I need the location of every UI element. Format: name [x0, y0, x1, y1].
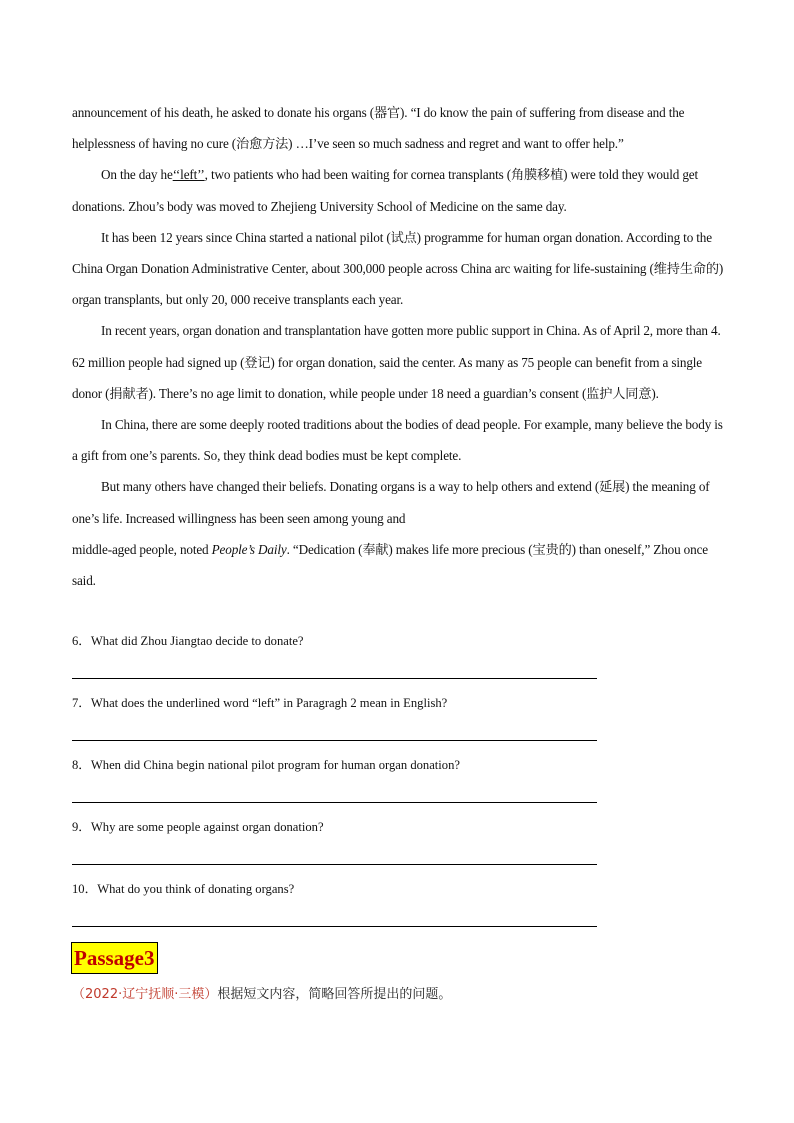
question-text [72, 875, 294, 903]
question-9 [72, 813, 632, 875]
question-8 [72, 751, 632, 813]
paragraph-1: announcement of his death, he asked to donate his organs (器官). “I do know the pain of suffering from disease and the helplessness of having no cure (治愈方法) …I’ve seen so much sadness and regret and want to offer help.” [72, 105, 685, 152]
answer-line[interactable] [72, 926, 597, 927]
question-6 [72, 627, 632, 689]
question-10 [72, 875, 632, 937]
paragraph-2-start: On the day he [101, 167, 173, 183]
question-prompt: What did Zhou Jiangtao decide to donate? [90, 634, 304, 648]
question-number: 9． [72, 820, 91, 834]
passage-body [72, 97, 724, 596]
paragraph-5: In China, there are some deeply rooted traditions about the bodies of dead people. For example, many believe the body is a gift from one’s parents. So, they think dead bodies must be kept complete. [72, 417, 723, 464]
passage-3-instruction-line [72, 983, 451, 1007]
paragraph-6-line-2 [72, 534, 724, 596]
newspaper-title: People’s Daily [211, 541, 287, 557]
exam-source: （2022·辽宁抚顺·三模） [72, 987, 218, 1002]
question-text [72, 751, 460, 779]
paragraph-3: It has been 12 years since China started a national pilot (试点) programme for human organ donation. According to the China Organ Donation Administrative Center, about 300,000 people across China arc waiting for life-sustaining (维持生命的) organ transplants, but only 20, 000 receive transplants each year. [72, 229, 724, 308]
question-text [72, 627, 304, 655]
paragraph-4: In recent years, organ donation and transplantation have gotten more public support in China. As of April 2, more than 4. 62 million people had signed up (登记) for organ donation, said the center. As many as 75 people can benefit from a single donor (捐献者). There’s no age limit to donation, while people under 18 need a guardian’s consent (监护人同意). [72, 323, 721, 401]
answer-line[interactable] [72, 740, 597, 741]
paragraph-6-line-1: But many others have changed their beliefs. Donating organs is a way to help others and extend (延展) the meaning of one’s life. Increased willingness has been seen among young and [72, 479, 710, 526]
passage-3-heading: Passage3 [71, 942, 158, 974]
instruction-text: 根据短文内容，简略回答所提出的问题。 [217, 987, 452, 1002]
question-prompt: What do you think of donating organs? [97, 882, 295, 896]
question-number: 8． [72, 758, 91, 772]
question-prompt: Why are some people against organ donation? [90, 820, 324, 834]
paragraph-6-start: middle-aged people, noted [72, 541, 212, 557]
question-prompt: When did China begin national pilot program for human organ donation? [90, 758, 460, 772]
question-number: 10． [72, 882, 98, 896]
question-text [72, 689, 447, 717]
underlined-word-left: ‘‘left’’ [172, 167, 205, 183]
paragraph-2 [72, 159, 724, 221]
question-7 [72, 689, 632, 751]
question-number: 6． [72, 634, 91, 648]
paragraph-6-rest: . “Dedication (奉献) makes life more precious (宝贵的) than oneself,” Zhou once said. [72, 541, 708, 589]
answer-line[interactable] [72, 678, 597, 679]
question-number: 7． [72, 696, 91, 710]
paragraph-2-rest: , two patients who had been waiting for cornea transplants (角膜移植) were told they would get donations. Zhou’s body was moved to Zhejieng University School of Medicine on the same day. [72, 167, 699, 214]
answer-line[interactable] [72, 802, 597, 803]
question-list [72, 627, 632, 937]
answer-line[interactable] [72, 864, 597, 865]
question-prompt: What does the underlined word “left” in Paragragh 2 mean in English? [90, 696, 448, 710]
question-text [72, 813, 324, 841]
